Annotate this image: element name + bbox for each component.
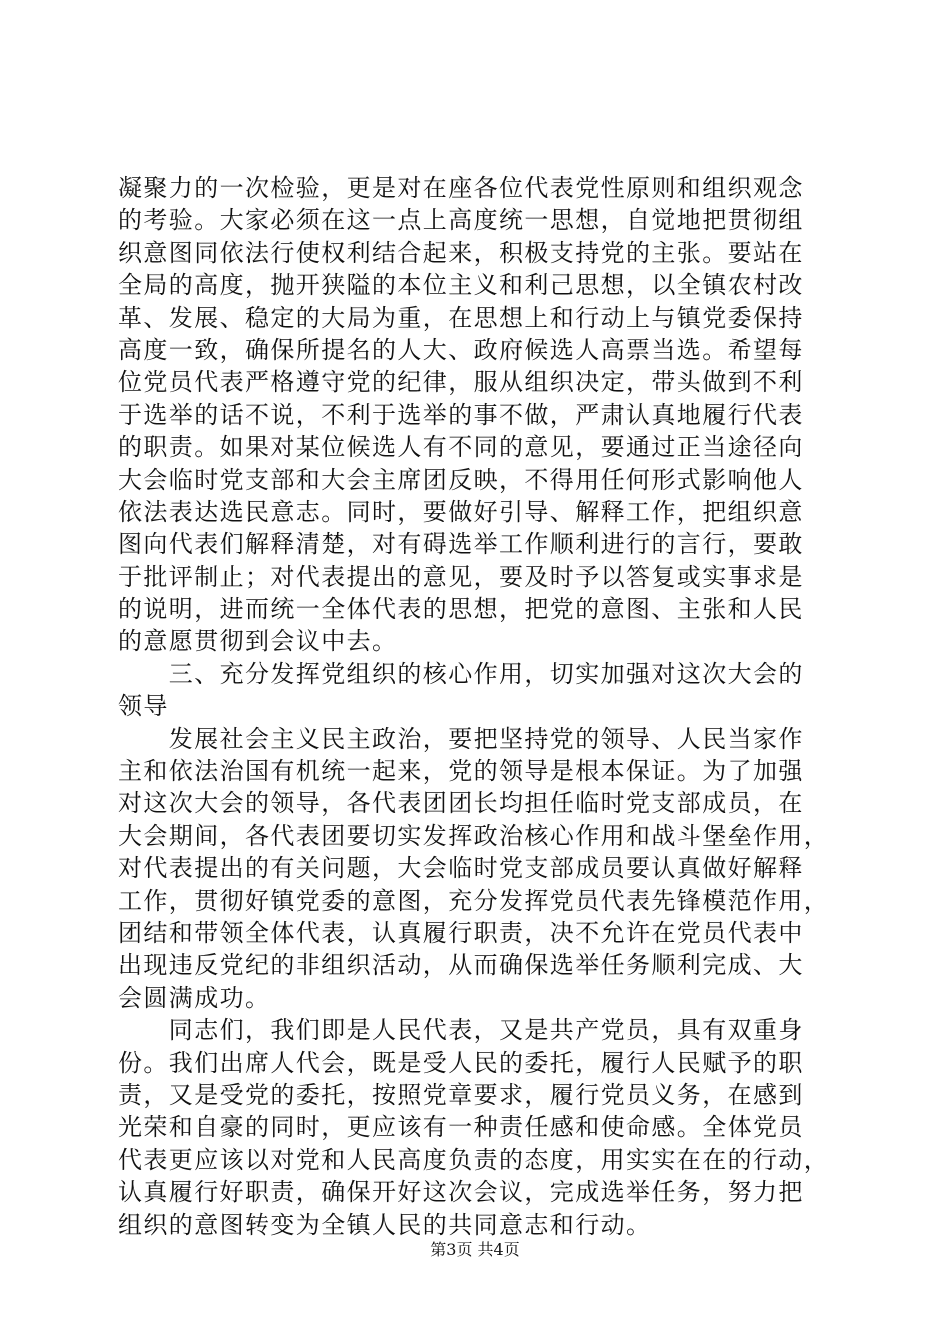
- text-line: 对这次大会的领导，各代表团团长均担任临时党支部成员，在: [118, 789, 804, 818]
- text-line: 份。我们出席人代会，既是受人民的委托，履行人民赋予的职: [118, 1048, 804, 1077]
- text-line: 的职责。如果对某位候选人有不同的意见，要通过正当途径向: [118, 433, 804, 462]
- text-line: 于批评制止；对代表提出的意见，要及时予以答复或实事求是: [118, 562, 804, 591]
- text-line: 的说明，进而统一全体代表的思想，把党的意图、主张和人民: [118, 595, 804, 624]
- text-line: 主和依法治国有机统一起来，党的领导是根本保证。为了加强: [118, 757, 804, 786]
- page-number-footer: 第3页 共4页: [430, 1240, 520, 1259]
- text-line: 织意图同依法行使权利结合起来，积极支持党的主张。要站在: [118, 238, 804, 267]
- section-heading-continued: 领导: [118, 692, 169, 721]
- text-line: 代表更应该以对党和人民高度负责的态度，用实实在在的行动，: [118, 1145, 830, 1174]
- text-line: 图向代表们解释清楚，对有碍选举工作顺利进行的言行，要敢: [118, 530, 804, 559]
- text-line: 会圆满成功。: [118, 983, 271, 1012]
- text-line: 依法表达选民意志。同时，要做好引导、解释工作，把组织意: [118, 497, 804, 526]
- text-line: 光荣和自豪的同时，更应该有一种责任感和使命感。全体党员: [118, 1113, 804, 1142]
- text-line: 认真履行好职责，确保开好这次会议，完成选举任务，努力把: [118, 1178, 804, 1207]
- text-line: 于选举的话不说，不利于选举的事不做，严肃认真地履行代表: [118, 400, 804, 429]
- text-line: 大会临时党支部和大会主席团反映，不得用任何形式影响他人: [118, 465, 804, 494]
- text-line: 出现违反党纪的非组织活动，从而确保选举任务顺利完成、大: [118, 951, 804, 980]
- text-line: 对代表提出的有关问题，大会临时党支部成员要认真做好解释: [118, 854, 804, 883]
- text-line: 位党员代表严格遵守党的纪律，服从组织决定，带头做到不利: [118, 368, 804, 397]
- body-text: [118, 172, 838, 1241]
- text-line: 全局的高度，抛开狭隘的本位主义和利己思想，以全镇农村改: [118, 271, 804, 300]
- text-line: 团结和带领全体代表，认真履行职责，决不允许在党员代表中: [118, 918, 804, 947]
- text-line: 革、发展、稳定的大局为重，在思想上和行动上与镇党委保持: [118, 303, 804, 332]
- text-line: 的意愿贯彻到会议中去。: [118, 627, 398, 656]
- section-heading: 三、充分发挥党组织的核心作用，切实加强对这次大会的: [118, 659, 804, 688]
- text-line: 发展社会主义民主政治，要把坚持党的领导、人民当家作: [118, 724, 804, 753]
- text-line: 责，又是受党的委托，按照党章要求，履行党员义务，在感到: [118, 1080, 804, 1109]
- text-line: 同志们，我们即是人民代表，又是共产党员，具有双重身: [118, 1016, 804, 1045]
- text-line: 凝聚力的一次检验，更是对在座各位代表党性原则和组织观念: [118, 174, 804, 202]
- text-line: 高度一致，确保所提名的人大、政府候选人高票当选。希望每: [118, 335, 804, 364]
- text-line: 的考验。大家必须在这一点上高度统一思想，自觉地把贯彻组: [118, 206, 804, 235]
- text-line: 工作，贯彻好镇党委的意图，充分发挥党员代表先锋模范作用，: [118, 886, 830, 915]
- text-line: 大会期间，各代表团要切实发挥政治核心作用和战斗堡垒作用，: [118, 821, 830, 850]
- text-line: 组织的意图转变为全镇人民的共同意志和行动。: [118, 1210, 652, 1239]
